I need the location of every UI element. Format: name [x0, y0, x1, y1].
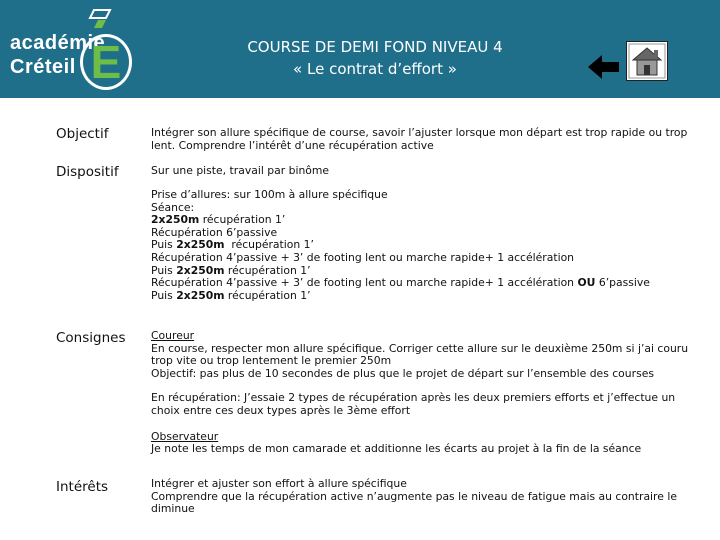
dispositif-text: Sur une piste, travail par binôme: [151, 164, 330, 177]
seance-distance: 2x250m: [176, 263, 225, 277]
coureur-objectif-text: Objectif: pas plus de 10 secondes de plus que le projet de départ sur l’ensemble des courses: [151, 366, 654, 380]
seance-line-text: 6’passive: [595, 276, 650, 290]
academie-creteil-logo: [6, 8, 134, 94]
seance-line-text: Puis: [151, 288, 177, 302]
title-line1: COURSE DE DEMI FOND NIVEAU 4: [247, 38, 503, 56]
seance-line-text: récupération 1’: [199, 213, 286, 227]
dispositif-label: Dispositif: [56, 164, 119, 180]
seance-line-text: récupération 1’: [224, 263, 311, 277]
home-icon: [627, 42, 667, 80]
consignes-block: [151, 330, 691, 456]
seance-distance: 2x250m: [151, 213, 200, 227]
seance-line: Récupération 4’passive + 3’ de footing lent ou marche rapide+ 1 accélération: [151, 250, 575, 264]
arrow-left-icon: [588, 54, 620, 80]
objectif-text: Intégrer son allure spécifique de course, savoir l’ajuster lorsque mon départ est trop rapide ou trop lent. Comprendre l’intérêt d’une récupération active: [151, 126, 688, 152]
seance-line-text: Puis: [151, 238, 177, 252]
seance-choice: OU: [577, 276, 596, 290]
objectif-label: Objectif: [56, 126, 109, 142]
logo-line2: Créteil: [10, 56, 76, 78]
seance-distance: 2x250m: [176, 238, 225, 252]
observateur-text: Je note les temps de mon camarade et additionne les écarts au projet à la fin de la séance: [151, 442, 642, 456]
logo-e-letter: E: [80, 34, 132, 90]
seance-line: Récupération 6’passive: [151, 225, 278, 239]
interets-label: Intérêts: [56, 479, 109, 495]
observateur-title: Observateur: [151, 429, 219, 443]
seance-line: Prise d’allures: sur 100m à allure spécifique: [151, 188, 388, 201]
page-title: [200, 36, 550, 80]
seance-line-text: récupération 1’: [224, 238, 314, 252]
logo-line1: académie: [10, 32, 106, 54]
consignes-label: Consignes: [56, 330, 126, 346]
seance-line-text: Récupération 4’passive + 3’ de footing lent ou marche rapide+ 1 accélération: [151, 276, 578, 290]
home-button[interactable]: [626, 41, 668, 81]
header-bar: [0, 0, 720, 98]
coureur-title: Coureur: [151, 329, 195, 342]
title-line2: « Le contrat d’effort »: [293, 60, 457, 78]
seance-line-text: récupération 1’: [224, 288, 311, 302]
coureur-text: En course, respecter mon allure spécifique. Corriger cette allure sur le deuxième 250m si j’ai couru trop vite ou trop lentement le premier 250m: [151, 341, 692, 368]
seance-line-text: Puis: [151, 263, 177, 277]
seance-line: [151, 290, 691, 303]
interets-text2: Comprendre que la récupération active n’augmente pas le niveau de fatigue mais au contraire le diminue: [151, 489, 681, 516]
seance-line: [151, 214, 691, 227]
seance-line: Séance:: [151, 200, 195, 214]
interets-text1: Intégrer et ajuster son effort à allure spécifique: [151, 477, 407, 490]
seance-distance: 2x250m: [176, 288, 225, 302]
back-button[interactable]: [588, 54, 620, 80]
interets-block: [151, 478, 691, 516]
seance-block: [151, 189, 691, 302]
recuperation-text: En récupération: J’essaie 2 types de récupération après les deux premiers efforts et j’effectue un choix entre ces deux types après le 3ème effort: [151, 391, 679, 417]
